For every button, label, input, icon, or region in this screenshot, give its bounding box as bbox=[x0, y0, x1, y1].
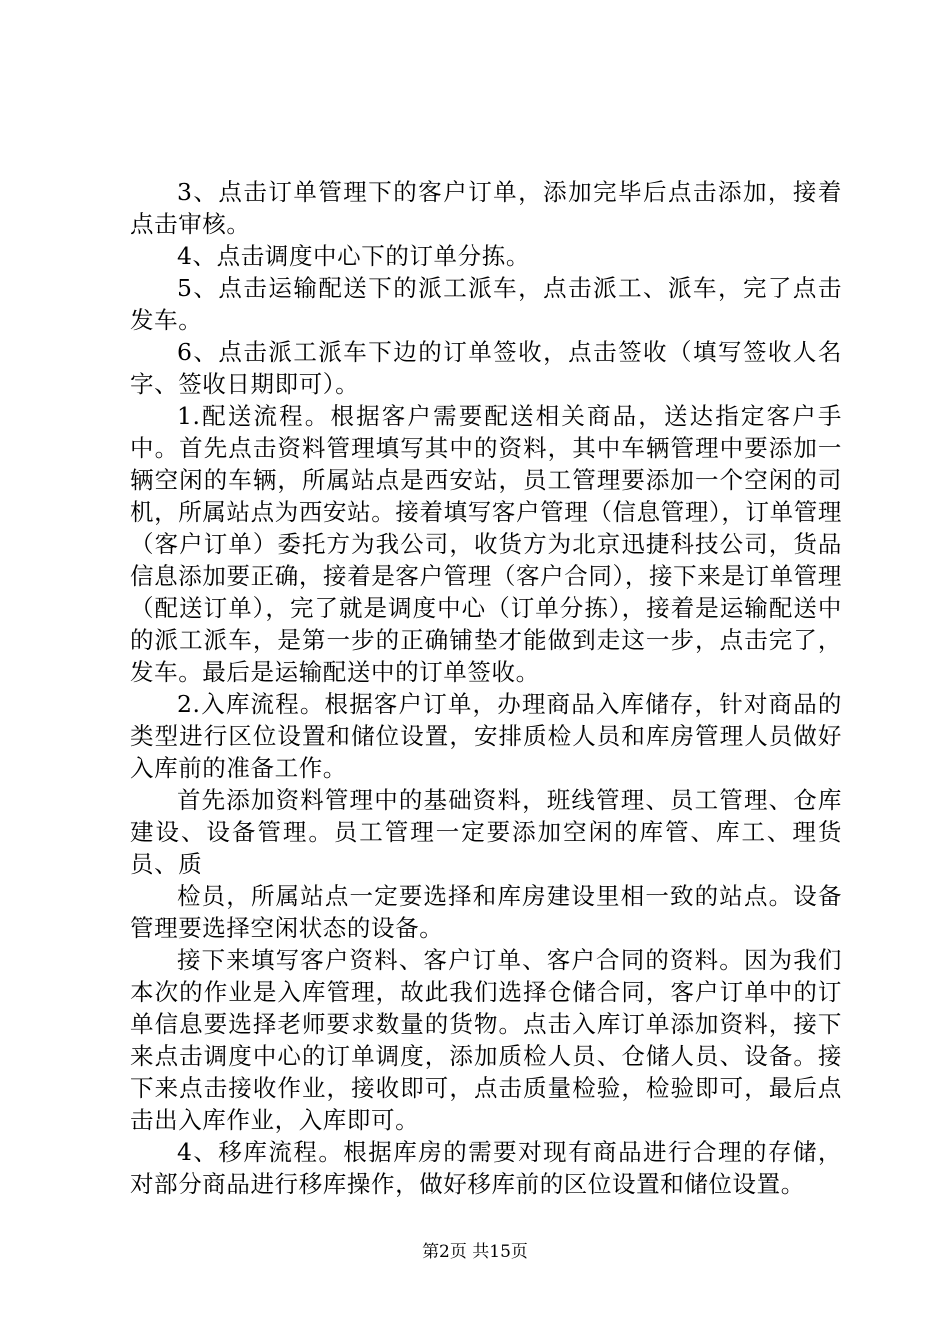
paragraph-inbound-inspector: 检员，所属站点一定要选择和库房建设里相一致的站点。设备管理要选择空闲状态的设备。 bbox=[130, 882, 842, 942]
paragraph-step-4: 4、点击调度中心下的订单分拣。 bbox=[177, 242, 530, 270]
paragraph-step-6: 6、点击派工派车下边的订单签收，点击签收（填写签收人名字、签收日期即可）。 bbox=[130, 338, 842, 398]
paragraph-step-5: 5、点击运输配送下的派工派车，点击派工、派车，完了点击发车。 bbox=[130, 274, 842, 334]
paragraph-inbound-basic-data: 首先添加资料管理中的基础资料，班线管理、员工管理、仓库建设、设备管理。员工管理一定要添加空闲的库管、库工、理货员、质 bbox=[130, 786, 842, 878]
paragraph-transfer-process: 4、移库流程。根据库房的需要对现有商品进行合理的存储，对部分商品进行移库操作，做好移库前的区位设置和储位设置。 bbox=[130, 1138, 842, 1198]
page-number-footer: 第2页 共15页 bbox=[422, 1242, 528, 1262]
paragraph-delivery-process: 1.配送流程。根据客户需要配送相关商品，送达指定客户手中。首先点击资料管理填写其中的资料，其中车辆管理中要添加一辆空闲的车辆，所属站点是西安站，员工管理要添加一个空闲的司机，所属站点为西安站。接着填写客户管理（信息管理），订单管理（客户订单）委托方为我公司，收货方为北京迅捷科技公司，货品信息添加要正确，接着是客户管理（客户合同），接下来是订单管理（配送订单），完了就是调度中心（订单分拣），接着是运输配送中的派工派车，是第一步的正确铺垫才能做到走这一步，点击完了，发车。最后是运输配送中的订单签收。 bbox=[130, 402, 842, 686]
paragraph-inbound-process: 2.入库流程。根据客户订单，办理商品入库储存，针对商品的类型进行区位设置和储位设置，安排质检人员和库房管理人员做好入库前的准备工作。 bbox=[130, 690, 842, 782]
document-body bbox=[130, 176, 842, 1200]
paragraph-step-3: 3、点击订单管理下的客户订单，添加完毕后点击添加，接着点击审核。 bbox=[130, 178, 842, 238]
paragraph-inbound-customer-data: 接下来填写客户资料、客户订单、客户合同的资料。因为我们本次的作业是入库管理，故此我们选择仓储合同，客户订单中的订单信息要选择老师要求数量的货物。点击入库订单添加资料，接下来点击调度中心的订单调度，添加质检人员、仓储人员、设备。接下来点击接收作业，接收即可，点击质量检验，检验即可，最后点击出入库作业，入库即可。 bbox=[130, 946, 842, 1134]
